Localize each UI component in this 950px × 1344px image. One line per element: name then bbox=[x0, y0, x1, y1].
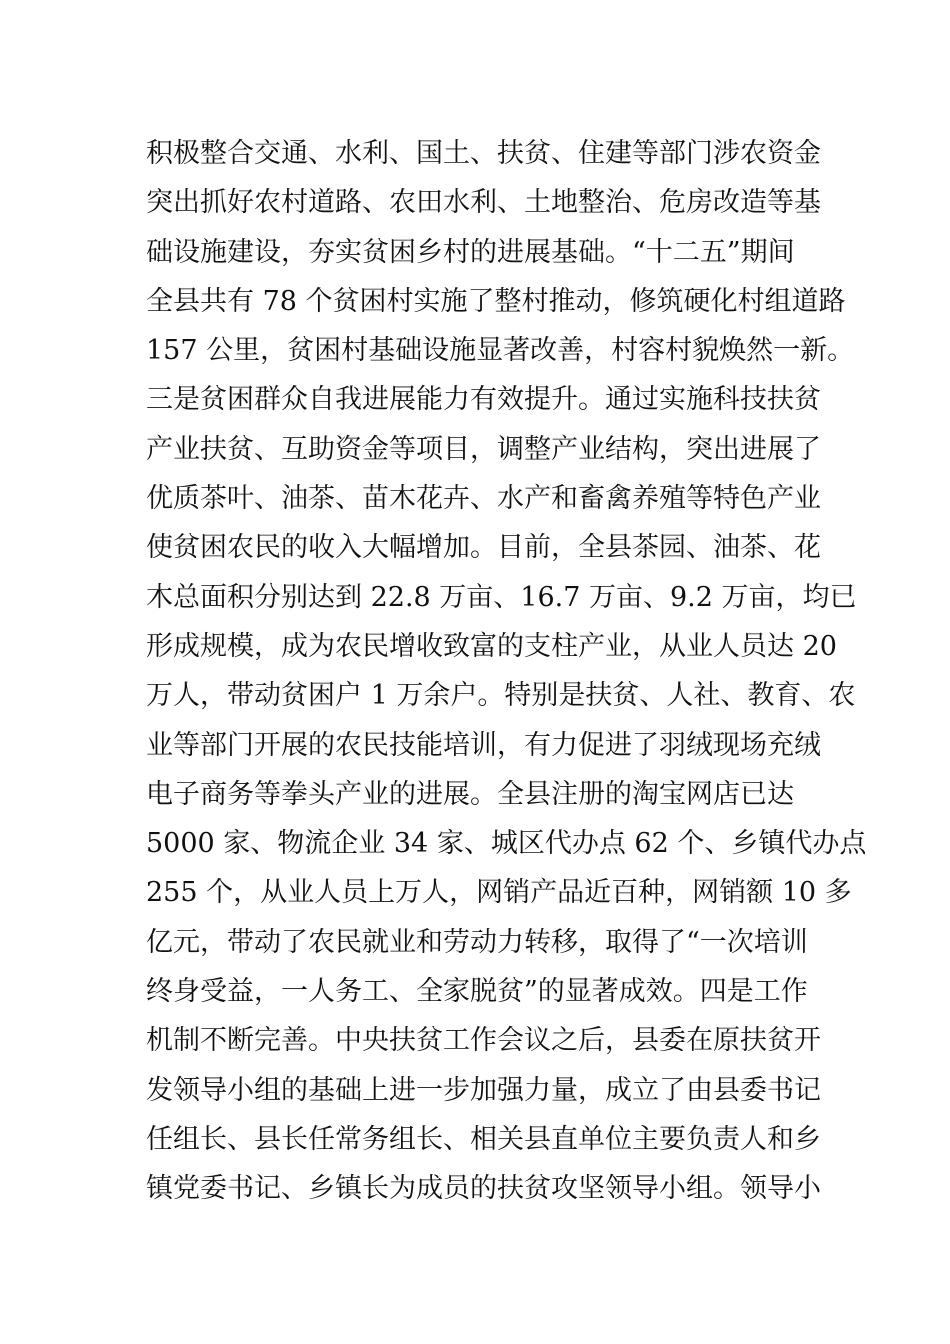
text-line: 业等部门开展的农民技能培训，有力促进了羽绒现场充绒 bbox=[146, 729, 821, 761]
text-line: 5000 家、物流企业 34 家、城区代办点 62 个、乡镇代办点 bbox=[146, 828, 867, 860]
body-text bbox=[146, 129, 867, 1214]
text-line: 机制不断完善。中央扶贫工作会议之后，县委在原扶贫开 bbox=[146, 1025, 821, 1057]
text-line: 积极整合交通、水利、国土、扶贫、住建等部门涉农资金 bbox=[146, 138, 821, 169]
text-line: 镇党委书记、乡镇长为成员的扶贫攻坚领导小组。领导小 bbox=[146, 1173, 821, 1205]
text-line: 全县共有 78 个贫困村实施了整村推动，修筑硬化村组道路 bbox=[146, 285, 846, 317]
text-line: 础设施建设，夯实贫困乡村的进展基础。“十二五”期间 bbox=[146, 236, 795, 268]
text-line: 电子商务等拳头产业的进展。全县注册的淘宝网店已达 bbox=[146, 778, 794, 810]
text-line: 优质茶叶、油茶、苗木花卉、水产和畜禽养殖等特色产业 bbox=[146, 483, 821, 515]
text-line: 亿元，带动了农民就业和劳动力转移，取得了“一次培训 bbox=[146, 926, 808, 958]
text-line: 终身受益，一人务工、全家脱贫”的显著成效。四是工作 bbox=[146, 976, 808, 1008]
text-line: 发领导小组的基础上进一步加强力量，成立了由县委书记 bbox=[146, 1074, 821, 1106]
text-line: 形成规模，成为农民增收致富的支柱产业，从业人员达 20 bbox=[146, 630, 837, 662]
text-line: 产业扶贫、互助资金等项目，调整产业结构，突出进展了 bbox=[146, 433, 821, 465]
text-line: 突出抓好农村道路、农田水利、土地整治、危房改造等基 bbox=[146, 187, 821, 219]
text-line: 木总面积分别达到 22.8 万亩、16.7 万亩、9.2 万亩，均已 bbox=[146, 581, 857, 613]
text-line: 使贫困农民的收入大幅增加。目前，全县茶园、油茶、花 bbox=[146, 532, 821, 564]
text-line: 255 个，从业人员上万人，网销产品近百种，网销额 10 多 bbox=[146, 877, 852, 909]
text-line: 万人，带动贫困户 1 万余户。特别是扶贫、人社、教育、农 bbox=[146, 680, 856, 712]
text-line: 157 公里，贫困村基础设施显著改善，村容村貌焕然一新。 bbox=[146, 335, 855, 367]
text-line: 任组长、县长任常务组长、相关县直单位主要负责人和乡 bbox=[146, 1123, 821, 1155]
text-line: 三是贫困群众自我进展能力有效提升。通过实施科技扶贫 bbox=[146, 384, 821, 416]
